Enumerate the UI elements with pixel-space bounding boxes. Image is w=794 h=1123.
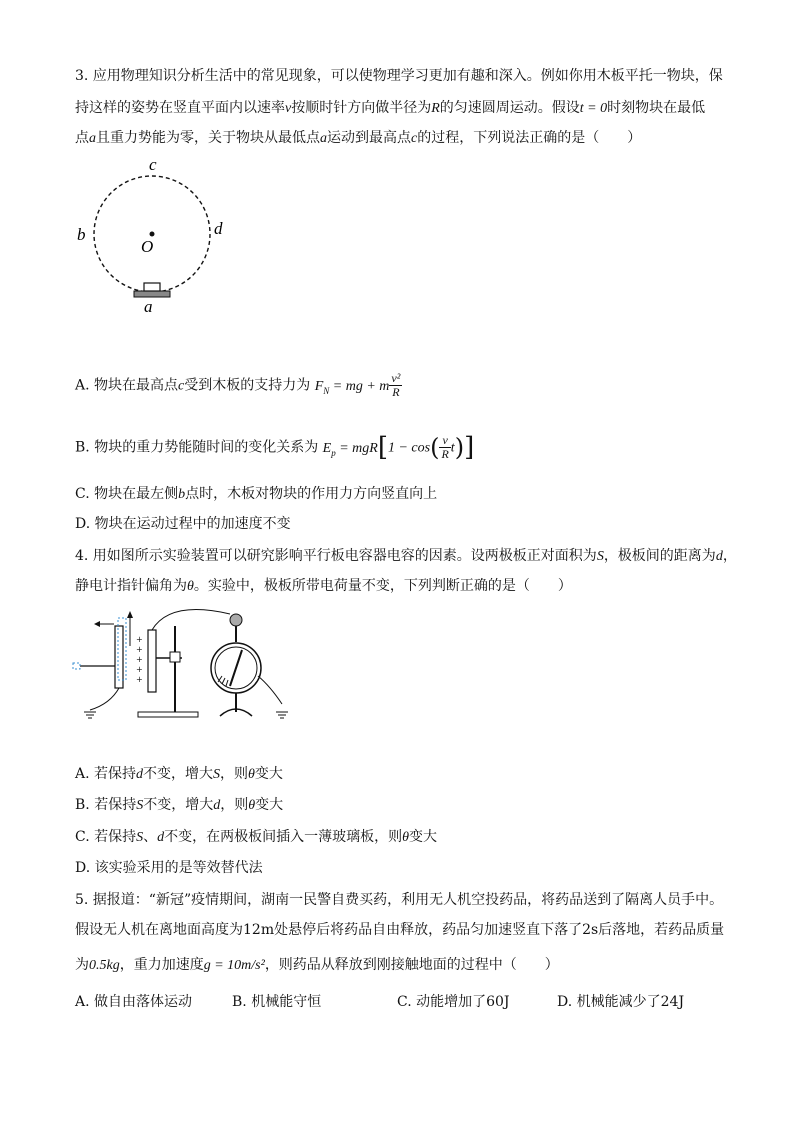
q3-circle-figure [70,152,240,322]
label-O: O [141,237,154,256]
q5-option-c: C. 动能增加了60J [397,994,510,1010]
svg-text:+: + [136,665,143,674]
q4-capacitor-figure [70,606,300,726]
q4-option-a: A. 若保持d不变，增大S，则θ变大 [75,766,283,782]
label-c: c [149,155,157,174]
svg-text:+: + [136,645,143,654]
q3-stem-line2: 持这样的姿势在竖直平面内以速率v按顺时针方向做半径为R的匀速圆周运动。假设t = 0时刻物块在最低 [75,100,706,116]
center-point [150,232,155,237]
q5-stem-line2: 假设无人机在离地面高度为12m处悬停后将药品自由释放，药品匀加速竖直下落了2s后落地，若药品质量 [75,922,725,938]
label-b: b [77,225,86,244]
label-a: a [144,297,153,316]
q5-option-d: D. 机械能减少了24J [557,994,685,1010]
electroscope-ball [230,614,242,626]
q3-stem-line1: 3. 应用物理知识分析生活中的常见现象，可以使物理学习更加有趣和深入。例如你用木板平托一物块，保 [75,68,723,84]
stand-base [138,712,198,717]
label-d: d [214,219,223,238]
q5-option-a: A. 做自由落体运动 [75,994,193,1010]
q3-option-a: A. 物块在最高点c受到木板的支持力为 $F_N$ = mg + m $\frac{\text{v²}}{R}$ [75,371,401,399]
svg-text:+: + [136,635,143,644]
q3-option-b: B. 物块的重力势能随时间的变化关系为 $E_p = mgR[1 - \cos$( $\frac{v}{R}$ t)] [75,432,475,463]
q4-option-d: D. 该实验采用的是等效替代法 [75,860,263,876]
q5-stem-line3: 为0.5kg，重力加速度g = 10m/s²，则药品从释放到刚接触地面的过程中（ ） [75,957,559,973]
q3-option-d: D. 物块在运动过程中的加速度不变 [75,516,291,532]
svg-text:+: + [136,655,143,664]
svg-text:+: + [136,675,143,684]
fixed-plate [148,630,156,692]
q4-option-b: B. 若保持S不变，增大d，则θ变大 [75,797,284,813]
q4-stem-line1: 4. 用如图所示实验装置可以研究影响平行板电容器电容的因素。设两极板正对面积为S，极板间的距离为d， [75,548,737,564]
movable-plate [115,626,123,688]
q3-option-c: C. 物块在最左侧b点时，木板对物块的作用力方向竖直向上 [75,486,438,502]
block [144,283,160,291]
q3-stem-line3: 点a且重力势能为零，关于物块从最低点a运动到最高点c的过程，下列说法正确的是（ ） [75,130,642,146]
q5-option-b: B. 机械能守恒 [232,994,322,1010]
q5-stem-line1: 5. 据报道：“新冠”疫情期间，湖南一民警自费买药，利用无人机空投药品，将药品送到了隔离人员手中。 [75,892,724,908]
q4-stem-line2: 静电计指针偏角为θ。实验中，极板所带电荷量不变，下列判断正确的是（ ） [75,578,572,594]
q4-option-c: C. 若保持S、d不变，在两极板间插入一薄玻璃板，则θ变大 [75,829,438,845]
